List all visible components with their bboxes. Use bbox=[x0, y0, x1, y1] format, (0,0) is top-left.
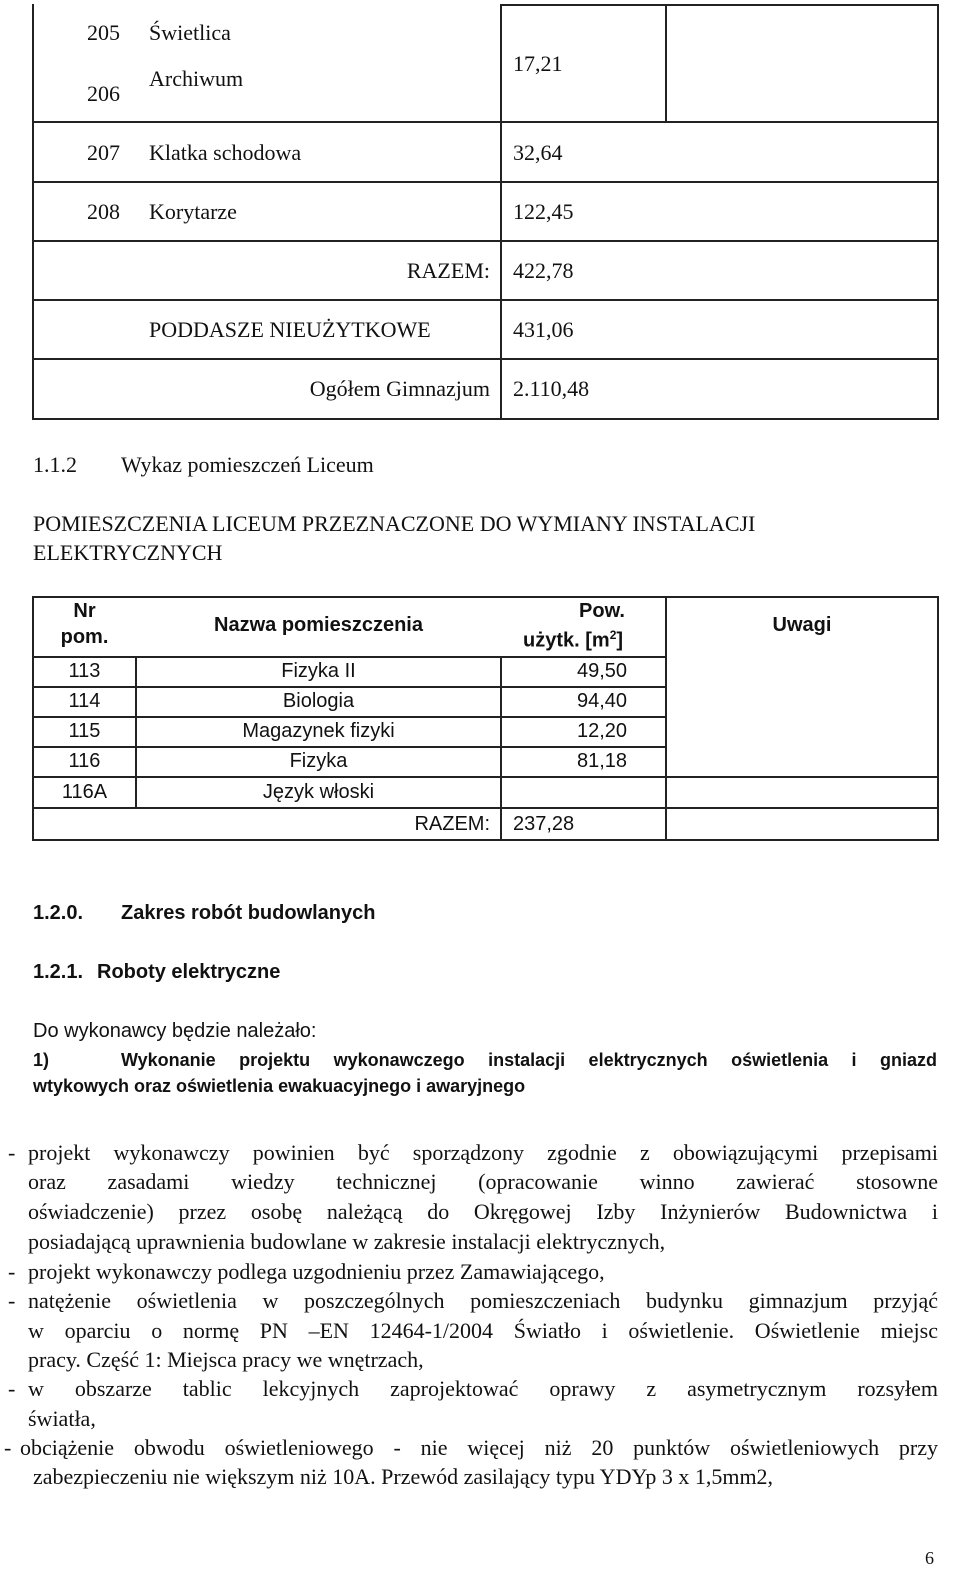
bullet-text: światła, bbox=[28, 1406, 96, 1431]
razem-value: 237,28 bbox=[513, 813, 575, 835]
poddasze-value: 431,06 bbox=[513, 317, 574, 342]
header-area-sup: 2 bbox=[609, 628, 617, 642]
header-notes: Uwagi bbox=[772, 614, 832, 636]
poddasze-label: PODDASZE NIEUŻYTKOWE bbox=[149, 317, 431, 342]
bullet-text: posiadającą uprawnienia budowlane w zakresie instalacji elektrycznych, bbox=[28, 1229, 666, 1254]
header-nr: Nr bbox=[73, 600, 96, 622]
item-number: 1) bbox=[33, 1050, 50, 1070]
table-cell-name: Fizyka bbox=[289, 750, 348, 772]
bullet-dash: - bbox=[4, 1435, 12, 1460]
ogolem-label: Ogółem Gimnazjum bbox=[309, 376, 490, 401]
bullet-text: oświadczenie) przez osobę należącą do Okręgowej Izby Inżynierów Budownictwa i bbox=[28, 1199, 938, 1224]
ogolem-value: 2.110,48 bbox=[513, 376, 590, 401]
section-subtitle: ELEKTRYCZNYCH bbox=[33, 540, 223, 565]
table-cell-area: 32,64 bbox=[513, 140, 563, 165]
bullet-text: pracy. Część 1: Miejsca pracy we wnętrzach, bbox=[28, 1347, 424, 1372]
table-cell-nr: 116A bbox=[61, 781, 108, 803]
table-cell-nr: 114 bbox=[68, 690, 101, 712]
table-cell-area: 81,18 bbox=[576, 750, 628, 772]
table-cell-name: Magazynek fizyki bbox=[242, 720, 395, 742]
razem-value: 422,78 bbox=[513, 258, 574, 283]
table-cell-area: 94,40 bbox=[576, 690, 628, 712]
table-cell-name: Archiwum bbox=[149, 66, 244, 91]
table-cell-name: Świetlica bbox=[149, 20, 231, 45]
page-number: 6 bbox=[925, 1548, 934, 1568]
bullet-text: obciążenie obwodu oświetleniowego - nie więcej niż 20 punktów oświetleniowych przy bbox=[20, 1435, 938, 1460]
bullet-dash: - bbox=[8, 1288, 16, 1313]
table-cell-name: Klatka schodowa bbox=[149, 140, 302, 165]
table-cell-name: Biologia bbox=[282, 690, 355, 712]
bullet-dash: - bbox=[8, 1140, 16, 1165]
table-cell-nr: 115 bbox=[68, 720, 101, 742]
razem-label: RAZEM: bbox=[406, 258, 490, 283]
table-cell-nr: 207 bbox=[87, 140, 120, 165]
header-area bbox=[523, 628, 623, 653]
section-title: Roboty elektryczne bbox=[97, 961, 281, 983]
header-nr: pom. bbox=[60, 626, 109, 648]
bullet-text: projekt wykonawczy podlega uzgodnieniu przez Zamawiającego, bbox=[28, 1259, 605, 1284]
table-cell-area: 49,50 bbox=[576, 660, 628, 682]
section-number: 1.1.2 bbox=[33, 452, 77, 477]
section-title: Wykaz pomieszczeń Liceum bbox=[121, 452, 374, 477]
bullet-dash: - bbox=[8, 1376, 16, 1401]
table-cell-name: Korytarze bbox=[149, 199, 237, 224]
bullet-dash: - bbox=[8, 1259, 16, 1284]
bullet-text: w obszarze tablic lekcyjnych zaprojektować oprawy z asymetrycznym rozsyłem bbox=[28, 1376, 938, 1401]
bullet-text: zabezpieczeniu nie większym niż 10A. Przewód zasilający typu YDYp 3 x 1,5mm2, bbox=[33, 1464, 774, 1489]
item-text: wtykowych oraz oświetlenia ewakuacyjnego i awaryjnego bbox=[33, 1076, 526, 1096]
intro-text: Do wykonawcy będzie należało: bbox=[33, 1020, 317, 1042]
header-name: Nazwa pomieszczenia bbox=[214, 614, 423, 636]
table-cell-nr: 113 bbox=[68, 660, 101, 682]
header-area-close: ] bbox=[616, 629, 624, 652]
section-subtitle: POMIESZCZENIA LICEUM PRZEZNACZONE DO WYMIANY INSTALACJI bbox=[33, 511, 756, 536]
table-cell-nr: 206 bbox=[87, 81, 120, 106]
table-cell-area: 12,20 bbox=[576, 720, 628, 742]
bullet-text: projekt wykonawczy powinien być sporządzony zgodnie z obowiązującymi przepisami bbox=[28, 1140, 938, 1165]
section-title: Zakres robót budowlanych bbox=[121, 902, 376, 924]
section-number: 1.2.1. bbox=[33, 961, 84, 983]
header-area-unit: użytk. [m bbox=[523, 629, 610, 652]
bullet-text: oraz zasadami wiedzy technicznej (opracowanie winno zawierać stosowne bbox=[28, 1169, 938, 1194]
table-cell-nr: 205 bbox=[87, 20, 120, 45]
table-cell-nr: 116 bbox=[68, 750, 101, 772]
section-number: 1.2.0. bbox=[33, 902, 84, 924]
table-cell-area: 17,21 bbox=[513, 51, 563, 76]
table-cell-nr: 208 bbox=[87, 199, 120, 224]
table-cell-area: 122,45 bbox=[513, 199, 574, 224]
table-cell-name: Fizyka II bbox=[281, 660, 356, 682]
header-area: Pow. bbox=[579, 600, 625, 622]
bullet-text: natężenie oświetlenia w poszczególnych pomieszczeniach budynku gimnazjum przyjąć bbox=[28, 1288, 938, 1313]
table-cell-name: Język włoski bbox=[262, 781, 375, 803]
razem-label: RAZEM: bbox=[414, 813, 490, 835]
item-text: Wykonanie projektu wykonawczego instalacji elektrycznych oświetlenia i gniazd bbox=[121, 1050, 937, 1070]
bullet-text: w oparciu o normę PN –EN 12464-1/2004 Światło i oświetlenie. Oświetlenie miejsc bbox=[28, 1318, 938, 1343]
